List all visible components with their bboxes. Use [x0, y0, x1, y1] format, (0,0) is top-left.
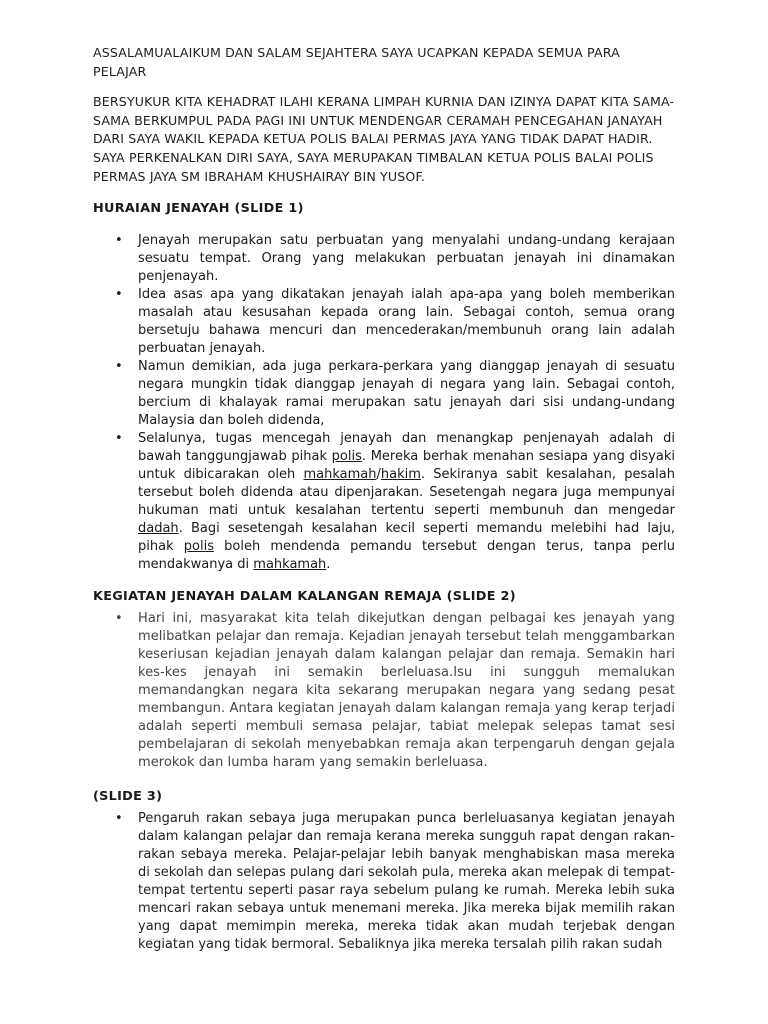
- bullet-icon: •: [115, 359, 123, 375]
- slide-3-bullet-list: [93, 810, 675, 954]
- list-item: • Idea asas apa yang dikatakan jenayah ialah apa-apa yang boleh memberikan masalah atau kesusahan kepada orang lain. Sebagai contoh, semua orang bersetuju bahawa mencuri dan mencederakan/membunuh orang lain adalah perbuatan jenayah.: [115, 287, 675, 357]
- bullet-icon: •: [115, 611, 123, 627]
- link-polis[interactable]: polis: [331, 449, 362, 465]
- link-mahkamah-2[interactable]: mahkamah: [253, 557, 327, 573]
- section-heading-slide-3: (SLIDE 3): [93, 789, 163, 805]
- section-heading-slide-2: KEGIATAN JENAYAH DALAM KALANGAN REMAJA (SLIDE 2): [93, 589, 516, 605]
- link-polis-2[interactable]: polis: [183, 539, 214, 555]
- bullet-icon: •: [115, 811, 123, 827]
- greeting-paragraph: ASSALAMUALAIKUM DAN SALAM SEJAHTERA SAYA UCAPKAN KEPADA SEMUA PARA PELAJAR: [93, 45, 620, 79]
- bullet-icon: •: [115, 233, 123, 249]
- link-hakim[interactable]: hakim: [380, 467, 421, 483]
- list-item: • Jenayah merupakan satu perbuatan yang menyalahi undang-undang kerajaan sesuatu tempat. Orang yang melakukan perbuatan jenayah ini dinamakan penjenayah.: [115, 233, 675, 285]
- bullet-icon: •: [115, 287, 123, 303]
- section-heading-slide-1: HURAIAN JENAYAH (SLIDE 1): [93, 201, 304, 217]
- link-mahkamah[interactable]: mahkamah: [303, 467, 377, 483]
- list-item: • Namun demikian, ada juga perkara-perkara yang dianggap jenayah di sesuatu negara mungkin tidak dianggap jenayah di negara yang lain. Sebagai contoh, bercium di khalayak ramai merupakan satu jenayah dari sisi undang-undang Malaysia dan boleh didenda,: [115, 359, 675, 429]
- opening-paragraph: BERSYUKUR KITA KEHADRAT ILAHI KERANA LIMPAH KURNIA DAN IZINYA DAPAT KITA SAMA-SAMA BERKUMPUL PADA PAGI INI UNTUK MENDENGAR CERAMAH PENCEGAHAN JANAYAH DARI SAYA WAKIL KEPADA KETUA POLIS BALAI PERMAS JAYA YANG TIDAK DAPAT HADIR. SAYA PERKENALKAN DIRI SAYA, SAYA MERUPAKAN TIMBALAN KETUA POLIS BALAI POLIS PERMAS JAYA SM IBRAHAM KHUSHAIRAY BIN YUSOF.: [93, 94, 675, 184]
- list-item: • Pengaruh rakan sebaya juga merupakan punca berleluasanya kegiatan jenayah dalam kalangan pelajar dan remaja kerana mereka sungguh rapat dengan rakan-rakan sebaya mereka. Pelajar-pelajar lebih banyak menghabiskan masa mereka di sekolah dan selepas pulang dari sekolah pula, mereka akan melepak di tempat-tempat tertentu seperti pasar raya sebelum pulang ke rumah. Mereka lebih suka mencari rakan sebaya untuk menemani mereka. Jika mereka bijak memilih rakan yang dapat memimpin mereka, mereka tidak akan mudah terjebak dengan kegiatan yang tidak bermoral. Sebaliknya jika mereka tersalah pilih rakan sudah: [115, 811, 675, 953]
- list-item: • Hari ini, masyarakat kita telah dikejutkan dengan pelbagai kes jenayah yang melibatkan pelajar dan remaja. Kejadian jenayah tersebut telah menggambarkan keseriusan kejadian jenayah dalam kalangan pelajar dan remaja. Semakin hari kes-kes jenayah ini semakin berleluasa.Isu ini sungguh memalukan memandangkan negara kita sekarang merupakan negara yang sedang pesat membangun. Antara kegiatan jenayah dalam kalangan remaja yang kerap terjadi adalah seperti membuli semasa pelajar, tabiat melepak selepas tamat sesi pembelajaran di sekolah menyebabkan remaja akan terpengaruh dengan gejala merokok dan lumba haram yang semakin berleluasa.: [115, 611, 675, 771]
- slide-2-bullet-list: [93, 610, 675, 772]
- bullet-icon: •: [115, 431, 123, 447]
- list-item: • Selalunya, tugas mencegah jenayah dan menangkap penjenayah adalah di bawah tanggungjawab pihak polis. Mereka berhak menahan sesiapa yang disyaki untuk dibicarakan oleh mahkamah/hakim. Sekiranya sabit kesalahan, pesalah tersebut boleh didenda atau dipenjarakan. Sesetengah negara juga mempunyai hukuman mati untuk kesalahan tertentu seperti membunuh dan mengedar dadah. Bagi sesetengah kesalahan kecil seperti memandu melebihi had laju, pihak polis boleh mendenda pemandu tersebut dengan terus, tanpa perlu mendakwanya di mahkamah.: [115, 431, 675, 573]
- slide-1-bullet-list: [93, 232, 675, 574]
- link-dadah[interactable]: dadah: [138, 521, 179, 537]
